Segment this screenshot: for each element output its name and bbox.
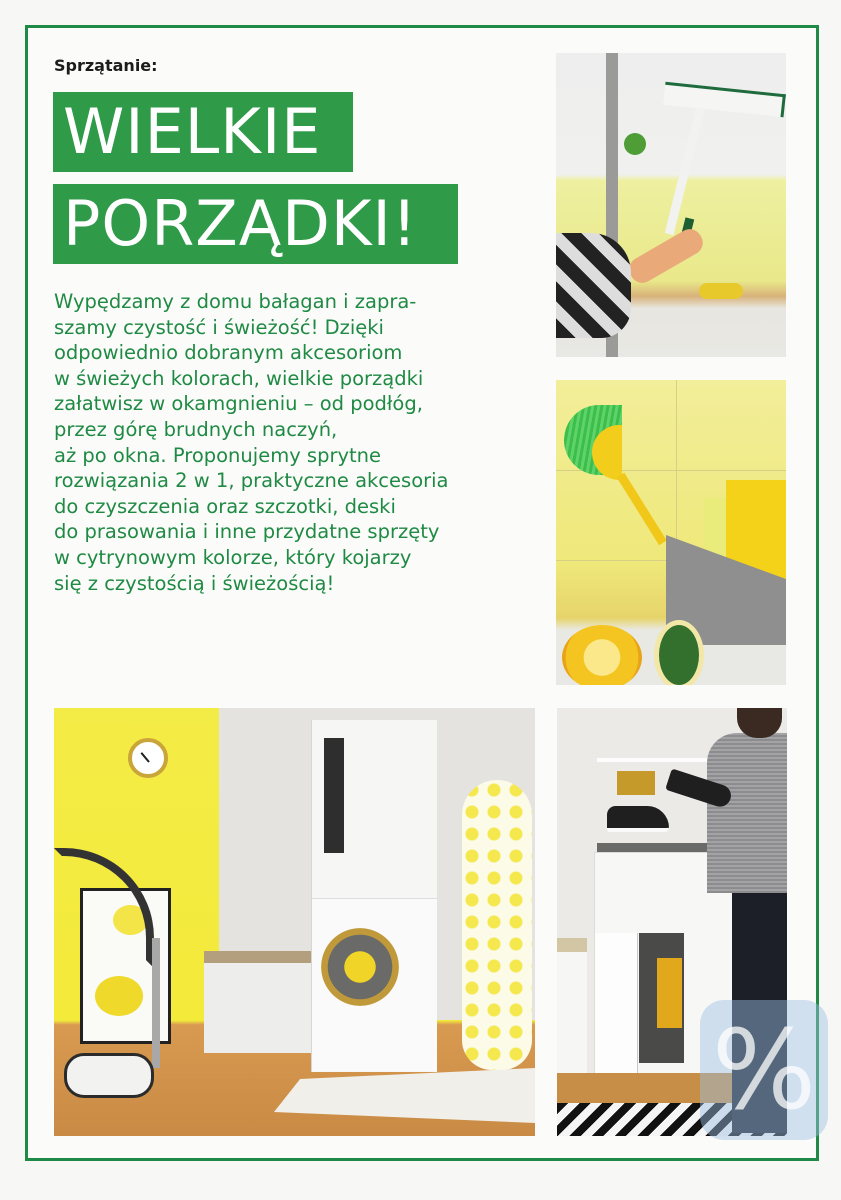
laundry-room-photo (54, 708, 535, 1136)
cabinet-top (597, 843, 717, 853)
storage-box (617, 771, 655, 795)
body-line: aż po okna. Proponujemy sprytne (54, 443, 382, 467)
body-line: odpowiednio dobranym akcesoriom (54, 341, 403, 365)
intro-paragraph (54, 289, 534, 596)
lemon-half (562, 625, 642, 685)
body-line: do czyszczenia oraz szczotki, deski (54, 494, 396, 518)
body-line: rozwiązania 2 w 1, praktyczne akcesoria (54, 469, 449, 493)
body-line: Wypędzamy z domu bałagan i zapra- (54, 290, 417, 313)
herb-plant (624, 133, 646, 155)
body-line: przez górę brudnych naczyń, (54, 417, 338, 441)
arm (625, 225, 707, 288)
dish-brush-photo (556, 380, 786, 685)
body-line: w świeżych kolorach, wielkie porządki (54, 366, 424, 390)
squeegee-handle (665, 107, 705, 235)
vacuum-tube (152, 938, 160, 1068)
headline-line-2: PORZĄDKI! (53, 184, 458, 264)
percent-watermark-icon: % (700, 1000, 828, 1140)
checkered-sleeve (556, 233, 631, 338)
body-line: do prasowania i inne przydatne sprzęty (54, 520, 440, 544)
vacuum-hose (54, 848, 154, 968)
category-label: Sprzątanie: (54, 56, 158, 75)
body-line: w cytrynowym kolorze, który kojarzy (54, 545, 412, 569)
window-squeegee-photo (556, 53, 786, 357)
storage-bench (204, 951, 316, 1053)
body-line: się z czystością i świeżością! (54, 571, 335, 595)
body-line: szamy czystość i świeżość! Dzięki (54, 315, 384, 339)
brush-handle (617, 473, 667, 546)
washer-drum (321, 928, 399, 1006)
man-shirt (707, 733, 787, 893)
squeegee-blade (663, 82, 786, 118)
lemon-bowl (699, 283, 743, 299)
ironing-board (462, 780, 532, 1070)
yellow-boots (657, 958, 682, 1028)
floor-mat (274, 1068, 535, 1123)
wall-clock (128, 738, 168, 778)
sneaker (607, 806, 669, 832)
body-line: załatwisz w okamgnieniu – od podłóg, (54, 392, 423, 416)
headline-line-1: WIELKIE (53, 92, 353, 172)
lime-wedge (654, 620, 704, 685)
vacuum-cleaner (64, 1053, 154, 1098)
cabinet-shelf (324, 738, 344, 853)
